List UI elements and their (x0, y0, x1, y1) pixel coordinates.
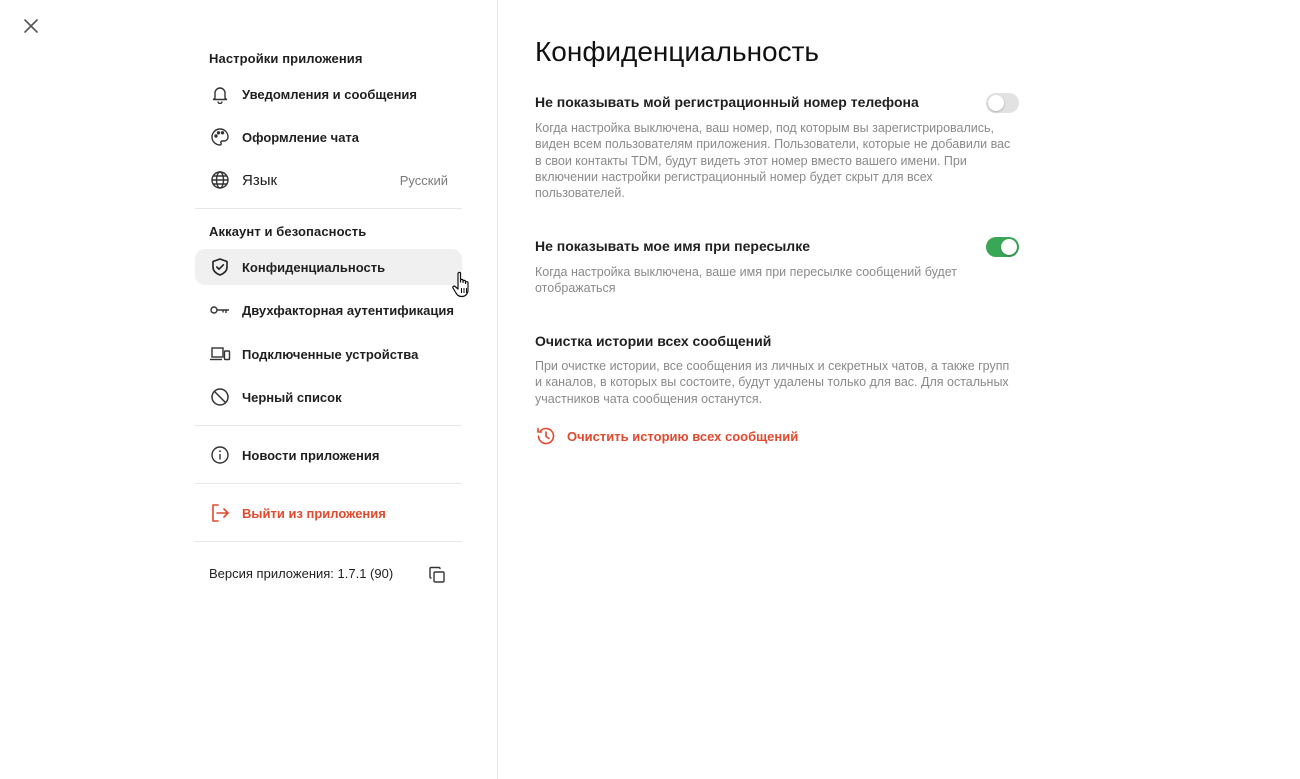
hide-name-forward-toggle[interactable] (986, 237, 1019, 257)
divider (195, 541, 462, 542)
logout-icon (209, 502, 231, 524)
sidebar-item-label: Язык (242, 171, 278, 189)
hide-phone-toggle[interactable] (986, 93, 1019, 113)
copy-icon (427, 565, 447, 585)
sidebar-item-blacklist[interactable] (195, 379, 462, 415)
sidebar-item-connected-devices[interactable] (195, 336, 462, 372)
info-icon (209, 444, 231, 466)
language-value: Русский (399, 172, 448, 188)
sidebar-item-label: Черный список (242, 389, 342, 405)
key-icon (209, 299, 231, 321)
hand-cursor-icon (451, 271, 473, 299)
globe-icon (209, 169, 231, 191)
logout-label: Выйти из приложения (242, 505, 386, 521)
page-title: Конфиденциальность (535, 36, 820, 67)
copy-version-button[interactable] (425, 563, 449, 587)
section-title-account-security: Аккаунт и безопасность (209, 224, 367, 239)
toggle-knob (988, 95, 1004, 111)
app-version: Версия приложения: 1.7.1 (90) (209, 566, 394, 581)
setting-hide-name-title: Не показывать мое имя при пересылке (535, 238, 810, 254)
sidebar-item-label: Оформление чата (242, 129, 360, 145)
bell-icon (209, 83, 231, 105)
sidebar-item-privacy[interactable] (195, 249, 462, 285)
sidebar-item-language[interactable] (195, 162, 462, 198)
sidebar-item-app-news[interactable] (195, 437, 462, 473)
sidebar-item-notifications[interactable] (195, 76, 462, 112)
sidebar-item-label: Подключенные устройства (242, 346, 419, 362)
divider (195, 208, 462, 209)
divider (195, 483, 462, 484)
setting-hide-name-description: Когда настройка выключена, ваше имя при пересылке сообщений будет отображаться (535, 265, 957, 296)
section-title-app-settings: Настройки приложения (209, 51, 363, 66)
setting-hide-phone-title: Не показывать мой регистрационный номер телефона (535, 94, 919, 110)
block-icon (209, 386, 231, 408)
clear-history-title: Очистка истории всех сообщений (535, 333, 772, 349)
devices-icon (209, 343, 231, 365)
logout-button[interactable] (195, 495, 462, 531)
shield-check-icon (209, 256, 231, 278)
sidebar-item-label: Конфиденциальность (242, 259, 386, 275)
palette-icon (209, 126, 231, 148)
clear-history-button[interactable] (535, 425, 798, 447)
divider (195, 425, 462, 426)
history-icon (535, 425, 557, 447)
sidebar-item-label: Новости приложения (242, 447, 380, 463)
clear-history-label: Очистить историю всех сообщений (567, 428, 799, 444)
sidebar-item-label: Уведомления и сообщения (242, 86, 418, 102)
sidebar-item-two-factor[interactable] (195, 292, 462, 328)
toggle-knob (1001, 239, 1017, 255)
setting-hide-phone-description: Когда настройка выключена, ваш номер, под которым вы зарегистрировались, виден всем пользователям приложения. Пользователи, которые не добавили вас в свои контакты TDM, будут видеть этот номер вместо вашего имени. При включении настройки регистрационный номер будет скрыт для всех пользователей. (535, 121, 1011, 201)
sidebar-item-label: Двухфакторная аутентификация (242, 302, 454, 318)
settings-sidebar (0, 0, 498, 779)
clear-history-description: При очистке истории, все сообщения из личных и секретных чатов, а также групп и каналов, в которых вы состоите, будут удалены только для вас. Для остальных участников чата сообщения останутся. (535, 359, 1010, 406)
sidebar-item-chat-appearance[interactable] (195, 119, 462, 155)
